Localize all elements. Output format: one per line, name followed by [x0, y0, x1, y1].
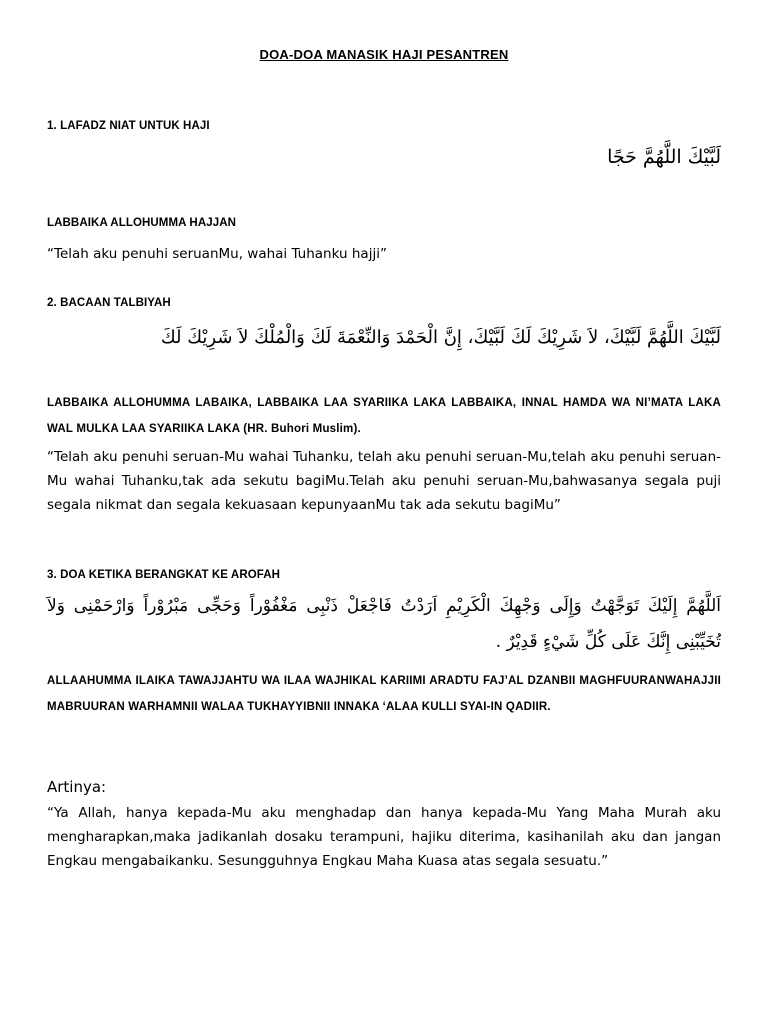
section3-artinya-label: Artinya:	[47, 778, 107, 796]
section2-heading: 2. BACAAN TALBIYAH	[47, 297, 171, 309]
document-title: DOA-DOA MANASIK HAJI PESANTREN	[259, 47, 509, 62]
section1-latin: LABBAIKA ALLOHUMMA HAJJAN	[47, 217, 237, 229]
section2-translation: “Telah aku penuhi seruan-Mu wahai Tuhanku, telah aku penuhi seruan-Mu,telah aku penuhi seruan-Mu wahai Tuhanku,tak ada sekutu bagiMu.Telah aku penuhi seruan-Mu,bahwasanya segala puji segala nikmat dan segala kekuasaan kepunyaanMu tak ada sekutu bagiMu”	[47, 449, 721, 513]
section1-translation: “Telah aku penuhi seruanMu, wahai Tuhanku hajji”	[47, 246, 387, 262]
section1-heading: 1. LAFADZ NIAT UNTUK HAJI	[47, 120, 210, 132]
section3-arabic: اَللَّهُمَّ إِلَيْكَ تَوَجَّهْتُ وَإِلَى وَجْهِكَ الْكَرِيْمِ اَرَدْتُ فَاجْعَلْ ذَنْبِى مَغْفُوْراً وَحَجِّى مَبْرُوْراً وَارْحَمْنِى وَلاَ تُخَيِّبْنِى إِنَّكَ عَلَى كُلِّ شَيْءٍ قَدِيْرٌ .	[47, 596, 721, 652]
section2-latin: LABBAIKA ALLOHUMMA LABAIKA, LABBAIKA LAA SYARIIKA LAKA LABBAIKA, INNAL HAMDA WA NI’MATA LAKA WAL MULKA LAA SYARIIKA LAKA (HR. Buhori Muslim).	[47, 397, 721, 435]
section2-arabic: لَبَّيْكَ اللَّهُمَّ لَبَّيْكَ، لاَ شَرِيْكَ لَكَ لَبَّيْكَ، إِنَّ الْحَمْدَ وَالنِّعْمَةَ لَكَ وَالْمُلْكَ لاَ شَرِيْكَ لَكَ	[160, 327, 721, 348]
section3-heading: 3. DOA KETIKA BERANGKAT KE AROFAH	[47, 569, 281, 581]
section1-arabic: لَبَّيْكَ اللَّهُمَّ حَجًا	[607, 146, 721, 168]
section3-translation: “Ya Allah, hanya kepada-Mu aku menghadap dan hanya kepada-Mu Yang Maha Murah aku mengharapkan,maka jadikanlah dosaku terampuni, hajiku diterima, kasihanilah aku dan jangan Engkau mengabaikanku. Sesungguhnya Engkau Maha Kuasa atas segala sesuatu.”	[47, 805, 721, 869]
section3-latin: ALLAAHUMMA ILAIKA TAWAJJAHTU WA ILAA WAJHIKAL KARIIMI ARADTU FAJ’AL DZANBII MAGHFUURANWAHAJJII MABRUURAN WARHAMNII WALAA TUKHAYYIBNII INNAKA ‘ALAA KULLI SYAI-IN QADIIR.	[47, 675, 721, 713]
